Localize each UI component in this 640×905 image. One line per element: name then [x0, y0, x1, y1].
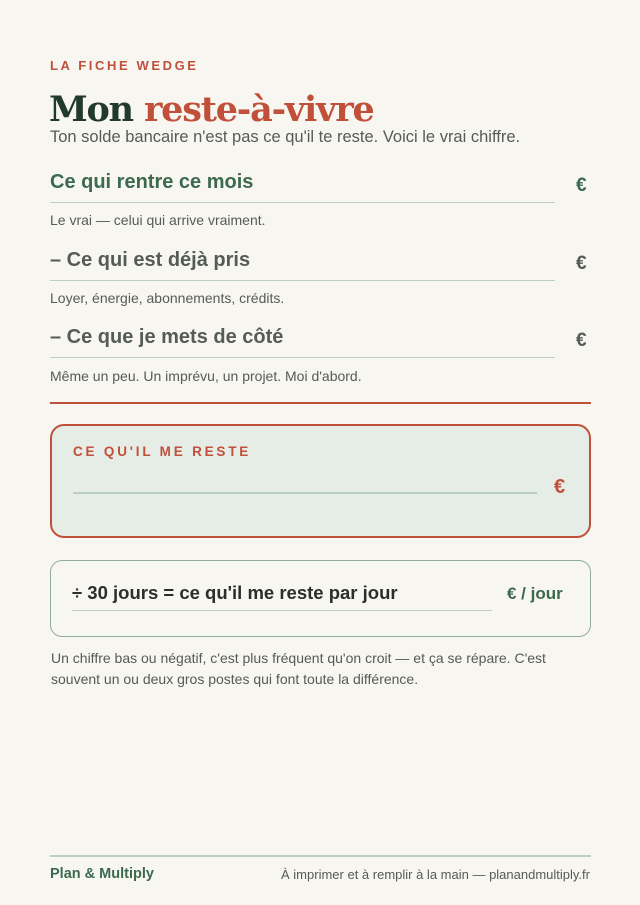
title-word-reste-a-vivre: reste-à-vivre: [143, 89, 374, 130]
result-label: CE QU'IL ME RESTE: [73, 444, 252, 459]
savings-field-label[interactable]: – Ce que je mets de côté: [50, 326, 555, 358]
per-day-formula[interactable]: ÷ 30 jours = ce qu'il me reste par jour: [72, 582, 492, 611]
fixed-costs-currency: €: [576, 253, 587, 274]
per-day-unit: € / jour: [507, 584, 563, 603]
reassurance-note: Un chiffre bas ou négatif, c'est plus fréquent qu'on croit — et ça se répare. C'est souvent un ou deux gros postes qui font toute la différence.: [51, 650, 546, 687]
page-title: [49, 88, 374, 132]
result-write-line[interactable]: [73, 492, 537, 494]
result-currency: €: [554, 476, 566, 498]
income-field-label[interactable]: Ce qui rentre ce mois: [50, 171, 555, 203]
eyebrow-label: LA FICHE WEDGE: [50, 58, 199, 73]
income-hint: Le vrai — celui qui arrive vraiment.: [50, 212, 266, 228]
income-currency: €: [576, 175, 587, 196]
savings-hint: Même un peu. Un imprévu, un projet. Moi d'abord.: [50, 368, 362, 384]
fixed-costs-field-label[interactable]: – Ce qui est déjà pris: [50, 249, 555, 281]
savings-currency: €: [576, 330, 587, 351]
per-day-box: [50, 560, 591, 637]
page-subtitle: Ton solde bancaire n'est pas ce qu'il te reste. Voici le vrai chiffre.: [50, 128, 521, 146]
footer-divider: [50, 855, 591, 857]
section-divider: [50, 402, 591, 404]
title-word-mon: Mon: [49, 89, 133, 130]
result-box: [50, 424, 591, 538]
footer-brand: Plan & Multiply: [50, 866, 154, 882]
footer-note: À imprimer et à remplir à la main — planandmultiply.fr: [281, 867, 590, 882]
fixed-costs-hint: Loyer, énergie, abonnements, crédits.: [50, 290, 285, 306]
